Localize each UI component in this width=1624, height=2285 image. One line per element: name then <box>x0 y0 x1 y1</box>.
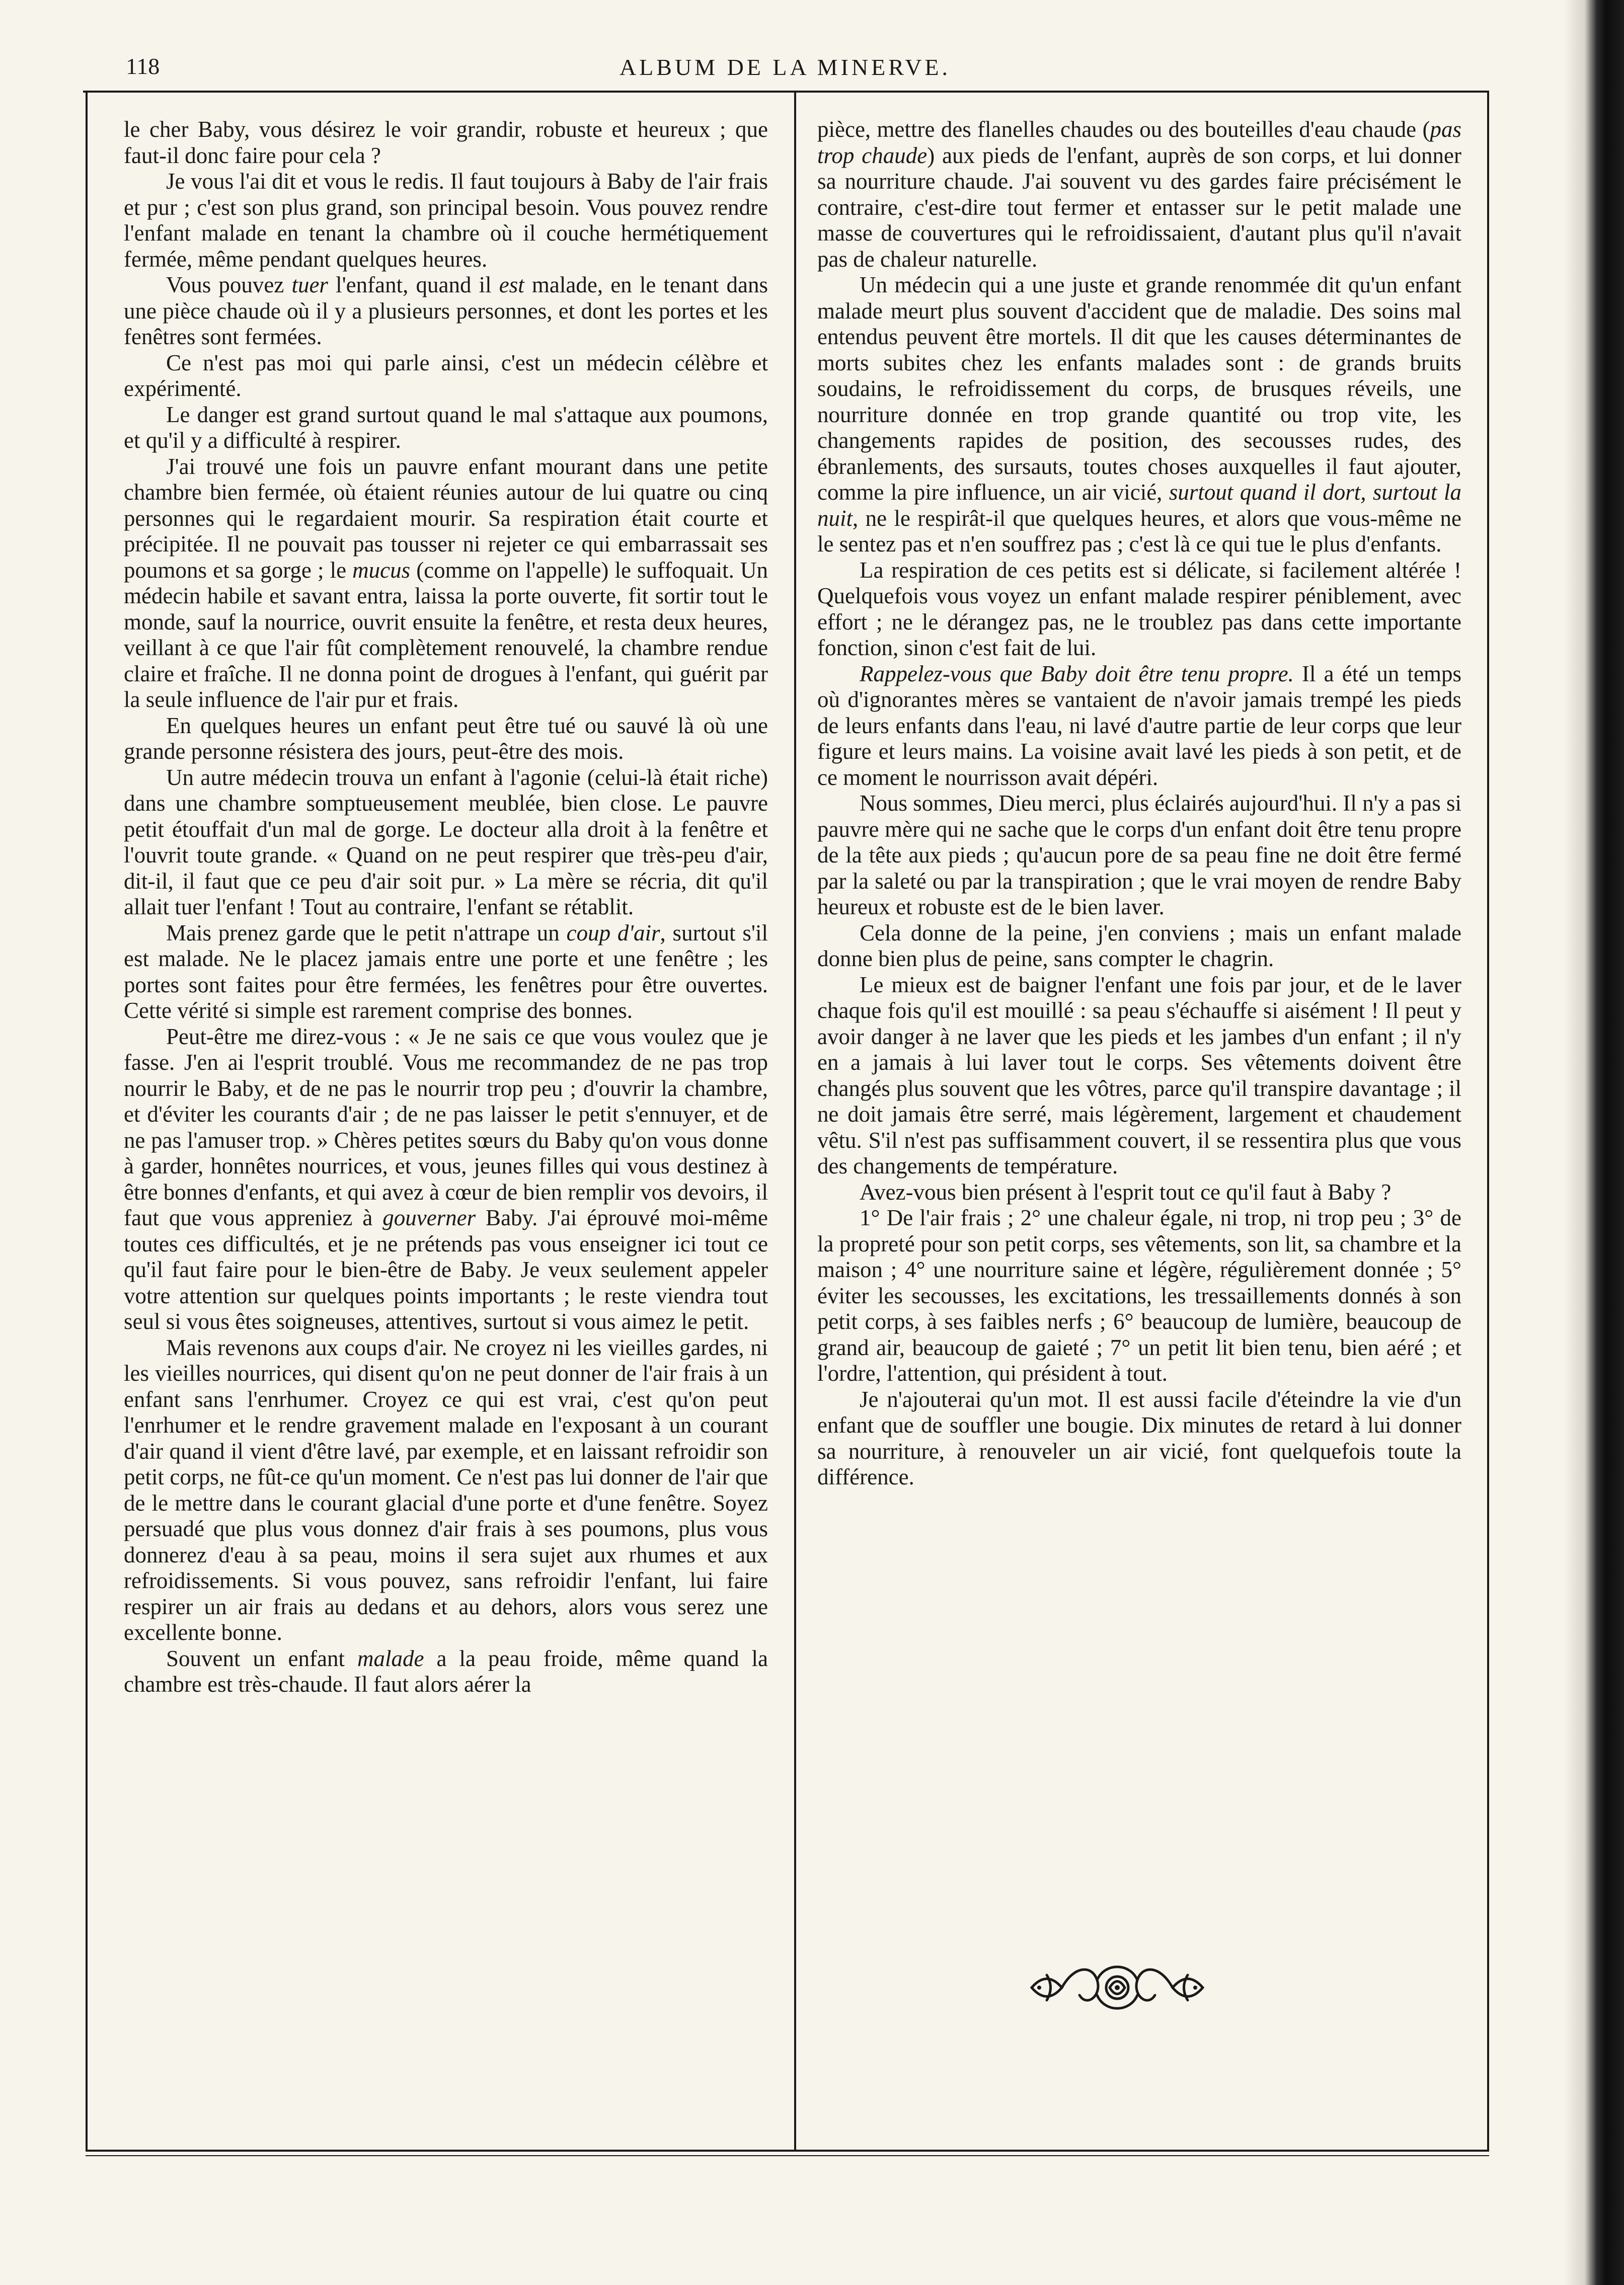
paragraph: J'ai trouvé une fois un pauvre enfant mourant dans une petite chambre bien fermée, où étaient réunies autour de lui quatre ou cinq personnes qui le regardaient mourir. Sa respiration était courte et précipitée. Il ne pouvait pas tousser ni rejeter ce qui embarrassait ses poumons et sa gorge ; le mucus (comme on l'appelle) le suffoquait. Un médecin habile et savant entra, laissa la porte ouverte, fit sortir tout le monde, sauf la nourrice, ouvrit ensuite la fenêtre, et resta deux heures, veillant à ce que l'air fût complètement renouvelé, la chambre rendue claire et fraîche. Il ne donna point de drogues à l'enfant, qui guérit par la seule influence de l'air pur et frais. <box>124 453 768 712</box>
paragraph: Un médecin qui a une juste et grande renommée dit qu'un enfant malade meurt plus souvent d'accident que de maladie. Des soins mal entendus peuvent être mortels. Il dit que les causes déterminantes de morts subites chez les enfants malades sont : de grands bruits soudains, le refroidissement du corps, de brusques réveils, une nourriture donnée en trop grande quantité ou trop vite, les changements rapides de position, des secousses rudes, des ébranlements, des sursauts, toutes choses auxquelles il faut ajouter, comme la pire influence, un air vicié, surtout quand il dort, surtout la nuit, ne le respirât-il que quelques heures, et alors que vous-même ne le sentez pas et n'en souffrez pas ; c'est là ce qui tue le plus d'enfants. <box>817 272 1461 557</box>
book-spine-shadow <box>1564 0 1624 2285</box>
bottom-rule-thin <box>86 2155 1489 2156</box>
frame-right-rule <box>1487 91 1489 2151</box>
paragraph: Je vous l'ai dit et vous le redis. Il faut toujours à Baby de l'air frais et pur ; c'est son plus grand, son principal besoin. Vous pouvez rendre l'enfant malade en tenant la chambre où il couche hermétiquement fermée, même pendant quelques heures. <box>124 169 768 272</box>
bottom-rule <box>86 2150 1489 2152</box>
paragraph: le cher Baby, vous désirez le voir grandir, robuste et heureux ; que faut-il donc faire pour cela ? <box>124 117 768 168</box>
paragraph: Vous pouvez tuer l'enfant, quand il est malade, en le tenant dans une pièce chaude où il y a plusieurs personnes, et dont les portes et les fenêtres sont fermées. <box>124 272 768 349</box>
paragraph: Le danger est grand surtout quand le mal s'attaque aux poumons, et qu'il y a difficulté à respirer. <box>124 402 768 453</box>
frame-left-rule <box>86 91 88 2151</box>
paragraph: Rappelez-vous que Baby doit être tenu propre. Il a été un temps où d'ignorantes mères se vantaient de n'avoir jamais trempé les pieds de leurs enfants dans l'eau, ni lavé d'autre partie de leur corps que leur figure et leurs mains. La voisine avait lavé les pieds à son petit, et de ce moment le nourrisson avait dépéri. <box>817 661 1461 790</box>
paragraph: 1° De l'air frais ; 2° une chaleur égale, ni trop, ni trop peu ; 3° de la propreté pour son petit corps, ses vêtements, son lit, sa chambre et la maison ; 4° une nourriture saine et légère, régulièrement donnée ; 5° éviter les secousses, les excitations, les tressaillements donnés à son petit corps, à ses faibles nerfs ; 6° beaucoup de lumière, beaucoup de grand air, beaucoup de gaieté ; 7° un petit lit bien tenu, bien aéré ; et l'ordre, l'attention, qui président à tout. <box>817 1205 1461 1386</box>
paragraph: Peut-être me direz-vous : « Je ne sais ce que vous voulez que je fasse. J'en ai l'esprit troublé. Vous me recommandez de ne pas trop nourrir le Baby, et de ne pas le nourrir trop peu ; d'ouvrir la chambre, et d'éviter les courants d'air ; de ne pas laisser le petit s'ennuyer, et de ne pas l'amuser trop. » Chères petites sœurs du Baby qu'on vous donne à garder, honnêtes nourrices, et vous, jeunes filles qui vous destinez à être bonnes d'enfants, et qui avez à cœur de bien remplir vos devoirs, il faut que vous appreniez à gouverner Baby. J'ai éprouvé moi-même toutes ces difficultés, et je ne prétends pas vous enseigner ici tout ce qu'il faut faire pour le bien-être de Baby. Je veux seulement appeler votre attention sur quelques points importants ; le reste viendra tout seul si vous êtes soigneuses, attentives, surtout si vous aimez le petit. <box>124 1023 768 1334</box>
paragraph: Avez-vous bien présent à l'esprit tout ce qu'il faut à Baby ? <box>860 1179 1391 1205</box>
running-head: ALBUM DE LA MINERVE. <box>619 54 951 80</box>
paragraph: Cela donne de la peine, j'en conviens ; mais un enfant malade donne bien plus de peine, sans compter le chagrin. <box>817 920 1461 971</box>
paragraph: La respiration de ces petits est si délicate, si facilement altérée ! Quelquefois vous voyez un enfant malade respirer péniblement, avec effort ; ne le dérangez pas, ne le troublez pas dans cette importante fonction, sinon c'est fait de lui. <box>817 557 1461 660</box>
tailpiece-ornament-icon <box>1027 1960 1208 2015</box>
paragraph: Ce n'est pas moi qui parle ainsi, c'est un médecin célèbre et expérimenté. <box>124 350 768 401</box>
paragraph: Mais prenez garde que le petit n'attrape un coup d'air, surtout s'il est malade. Ne le placez jamais entre une porte et une fenêtre ; les portes sont faites pour être fermées, les fenêtres pour être ouvertes. Cette vérité si simple est rarement comprise des bonnes. <box>124 920 768 1023</box>
page-header <box>83 48 1487 93</box>
paragraph: En quelques heures un enfant peut être tué ou sauvé là où une grande personne résistera des jours, peut-être des mois. <box>124 713 768 764</box>
paragraph: Le mieux est de baigner l'enfant une fois par jour, et de le laver chaque fois qu'il est mouillé : sa peau s'échauffe si aisément ! Il peut y avoir danger à ne laver que les pieds et les jambes d'un enfant ; il n'y en a jamais à lui laver tout le corps. Ses vêtements doivent être changés plus souvent que les vôtres, parce qu'il transpire davantage ; il ne doit jamais être serré, mais légèrement, largement et chaudement vêtu. S'il n'est pas suffisamment couvert, il se ressentira plus que vous des changements de température. <box>817 972 1461 1178</box>
paragraph: Mais revenons aux coups d'air. Ne croyez ni les vieilles gardes, ni les vieilles nourrices, qui disent qu'on ne peut donner de l'air frais à un enfant sans l'enrhumer. Croyez ce qui est vrai, c'est qu'on peut l'enrhumer et le rendre gravement malade en l'exposant à un courant d'air quand il vient d'être lavé, par exemple, et en laissant refroidir son petit corps, ne fût-ce qu'un moment. Ce n'est pas lui donner de l'air que de le mettre dans le courant glacial d'une porte et d'une fenêtre. Soyez persuadé que plus vous donnez d'air frais à ses poumons, plus vous donnerez d'eau à sa peau, moins il sera sujet aux rhumes et aux refroidissements. Si vous pouvez, sans refroidir l'enfant, lui faire respirer un air frais au dedans et au dehors, alors vous serez une excellente bonne. <box>124 1334 768 1645</box>
paragraph: Un autre médecin trouva un enfant à l'agonie (celui-là était riche) dans une chambre somptueusement meublée, bien close. Le pauvre petit étouffait d'un mal de gorge. Le docteur alla droit à la fenêtre et l'ouvrit toute grande. « Quand on ne peut respirer que très-peu d'air, dit-il, il faut que ce peu d'air soit pur. » La mère se récria, dit qu'il allait tuer l'enfant ! Tout au contraire, l'enfant se rétablit. <box>124 764 768 919</box>
right-column <box>817 117 1461 1490</box>
page-number: 118 <box>126 53 160 79</box>
paragraph: Je n'ajouterai qu'un mot. Il est aussi facile d'éteindre la vie d'un enfant que de souffler une bougie. Dix minutes de retard à lui donner sa nourriture, à renouveler un air vicié, font quelquefois toute la différence. <box>817 1386 1461 1489</box>
paragraph: pièce, mettre des flanelles chaudes ou des bouteilles d'eau chaude (pas trop chaude) aux pieds de l'enfant, auprès de son corps, et lui donner sa nourriture chaude. J'ai souvent vu des gardes faire précisément le contraire, c'est-dire tout fermer et entasser sur le petit malade une masse de couvertures qui le refroidissaient, d'autant plus qu'il n'avait pas de chaleur naturelle. <box>817 117 1461 272</box>
paragraph: Nous sommes, Dieu merci, plus éclairés aujourd'hui. Il n'y a pas si pauvre mère qui ne sache que le corps d'un enfant doit être tenu propre de la tête aux pieds ; qu'aucun pore de sa peau fine ne doit être fermé par la saleté ou par la transpiration ; que le vrai moyen de rendre Baby heureux et robuste est de le bien laver. <box>817 791 1461 919</box>
column-divider <box>794 91 796 2151</box>
left-column <box>124 117 768 1698</box>
paragraph: Souvent un enfant malade a la peau froide, même quand la chambre est très-chaude. Il faut alors aérer la <box>124 1645 768 1697</box>
